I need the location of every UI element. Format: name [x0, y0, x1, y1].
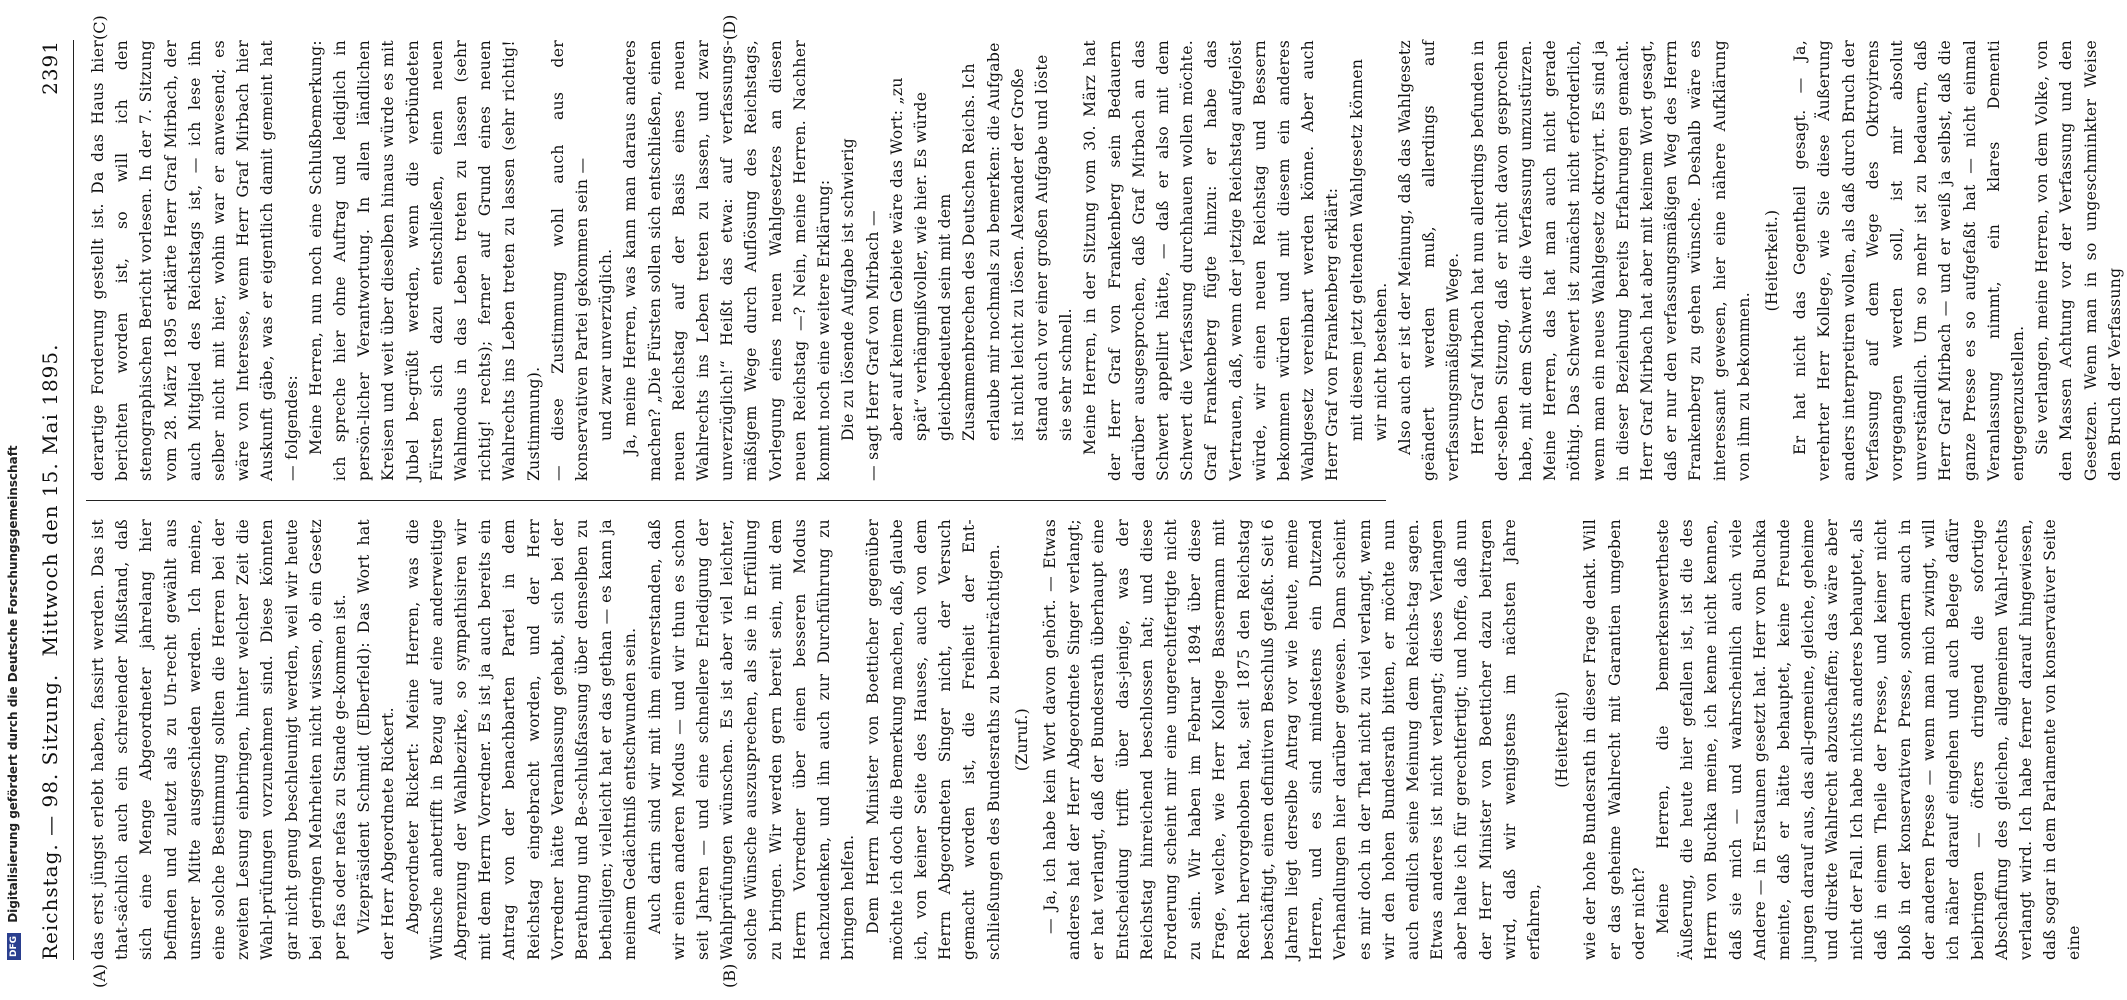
left-column-paragraph: (Zuruf.)	[1012, 707, 1031, 772]
right-column-paragraph: — sagt Herr Graf von Mirbach —	[863, 210, 882, 481]
left-column-paragraph: das erst jüngst erlebt haben, fassirt werden. Das ist that-sächlich auch ein schreiender Mißstand, daß sich eine Menge Abgeordneter jahrelang hier befinden und zuletzt als zu Un-recht gewählt aus unserer Mitte ausgeschieden werden. Ich meine, eine solche Bestimmung sollten die Herren bei der zweiten Lesung einbringen, hinter welcher Zeit die Wahl-prüfungen vorzunehmen sind. Diese könnten gar nicht genug beschleunigt werden, weil wir heute bei geringen Mehrheiten nicht wissen, ob ein Gesetz per fas oder nefas zu Stande ge-kommen ist.	[89, 519, 350, 960]
column-divider	[86, 500, 1386, 501]
right-column-paragraph: Meine Herren, nun noch eine Schlußbemerkung: ich spreche hier ohne Auftrag und lediglich in persön-licher Verantwortung. In allen ländlichen Kreisen und weit über dieselben hinaus würde es mit Jubel be-grüßt werden, wenn die verbündeten Fürsten sich dazu entschließen, einen neuen Wahlmodus in das Leben treten zu lassen (sehr richtig! rechts); ferner auf Grund eines neuen Wahlrechts ins Leben treten zu lassen (sehr richtig! Zustimmung).	[306, 40, 543, 481]
right-column-paragraph: Also auch er ist der Meinung, daß das Wahlgesetz geändert werden muß, allerdings auf verfassungsmäßigem Wege.	[1395, 40, 1463, 481]
right-column-paragraph: Die zu lösende Aufgabe ist schwierig	[839, 137, 858, 441]
right-column-paragraph: und zwar unverzüglich.	[597, 248, 616, 441]
left-column-paragraph: Abgeordneter Rickert: Meine Herren, was die Wünsche anbetrifft in Bezug auf eine anderweitige Abgrenzung der Wahlbezirke, so sympathisiren wir mit dem Herrn Vorredner. Es ist ja auch bereits ein Antrag von der benachbarten Partei in dem Reichstag eingebracht worden, und der Herr Vorredner hätte Veranlassung gehabt, sich bei der Berathung und Be-schlußfassung über denselben zu betheiligen; vielleicht hat er das gethan — es kann ja meinem Gedächtniß entschwunden sein.	[403, 519, 640, 960]
left-column-paragraph: Dem Herrn Minister von Boetticher gegenüber möchte ich doch die Bemerkung machen, daß, glaube ich, von keiner Seite des Hauses, auch von dem Herrn Abgeordneten Singer nicht, der Versuch gemacht worden ist, die Freiheit der Ent-schließungen des Bundesraths zu beeinträchtigen.	[863, 519, 1003, 960]
right-column-paragraph: Sie verlangen, meine Herren, von dem Volke, von den Massen Achtung vor der Verfassung und den Gesetzen. Wenn man in so ungeschminkter Weise den Bruch der Verfassung	[2033, 40, 2124, 481]
left-column-paragraph: Auch darin sind wir mit ihm einverstanden, daß wir einen anderen Modus — und wir thun es schon seit Jahren — und eine schnellere Erledigung der Wahlprüfungen wünschen. Es ist aber viel leichter, solche Wünsche auszusprechen, als sie in Erfüllung zu bringen. Wir werden gern bereit sein, mit dem Herrn Vorredner über einen besseren Modus nachzudenken, und ihn auch zur Durchführung zu bringen helfen.	[645, 519, 858, 960]
header-rule	[73, 40, 74, 960]
right-column-paragraph: Herr Graf Mirbach hat nun allerdings befunden in der-selben Sitzung, daß er nicht davon gesprochen habe, mit dem Schwert die Verfassung umzustürzen. Meine Herren, das hat man auch nicht gerade nöthig. Das Schwert ist zunächst nicht erforderlich, wenn man ein neues Wahlgesetz oktroyirt. Es sind ja in dieser Beziehung bereits Erfahrungen gemacht. Herr Graf Mirbach hat aber mit keinem Wort gesagt, daß er nur den verfassungsmäßigen Weg des Herrn Frankenberg zu gehen wünsche. Deshalb wäre es interessant gewesen, hier eine nähere Aufklärung von ihm zu bekommen.	[1468, 40, 1753, 481]
right-column-paragraph: mit diesem jetzt geltenden Wahlgesetz können wir nicht bestehen.	[1347, 58, 1390, 441]
right-column-paragraph: — diese Zustimmung wohl auch aus der konservativen Partei gekommen sein —	[548, 40, 592, 481]
right-column-paragraph: Er hat nicht das Gegentheil gesagt. — Ja, verehrter Herr Kollege, wie Sie diese Äußerung anders interpretiren wollen, als daß durch Bruch der Verfassung auf dem Wege des Oktroyirens vorgegangen werden soll, ist mir absolut unverständlich. Um so mehr ist zu bedauern, daß Herr Graf Mirbach — und er weiß ja selbst, daß die ganze Presse es so aufgefaßt hat — nicht einmal Veranlassung nimmt, ein klares Dementi entgegenzustellen.	[1791, 40, 2028, 481]
right-column-paragraph: derartige Forderung gestellt ist. Da das Haus hier berichten worden ist, so will ich den stenographischen Bericht vorlesen. In der 7. Sitzung vom 28. März 1895 erklärte Herr Graf Mirbach, der auch Mitglied des Reichstags ist, — ich lese ihn selber nicht mit hier, wohin war er anwesend; es wäre von Interesse, wenn Herr Graf Mirbach hier Auskunft gäbe, was er eigentlich damit gemeint hat — folgendes:	[89, 40, 301, 481]
left-column-paragraph: — Ja, ich habe kein Wort davon gehört. — Etwas anderes hat der Herr Abgeordnete Singer verlangt; er hat verlangt, daß der Bundesrath überhaupt eine Entscheidung trifft über das-jenige, was der Reichstag hinreichend beschlossen hat; und diese Forderung scheint mir eine ungerechtfertigte nicht zu sein. Wir haben im Februar 1894 über diese Frage, welche, wie Herr Kollege Bassermann mit Recht hervorgehoben hat, seit 1875 den Reichstag beschäftigt, einen definitiven Beschluß gefaßt. Seit 6 Jahren liegt derselbe Antrag vor wie heute, meine Herren, und es sind mindestens ein Dutzend Verhandlungen hier darüber gewesen. Dann scheint es mir doch in der That nicht zu viel verlangt, wenn wir den hohen Bundesrath bitten, er möchte nun auch endlich seine Meinung dem Reichs-tag sagen. Etwas anderes ist nicht verlangt; dieses Verlangen aber halte ich für gerechtfertigt; und hoffe, daß nun der Herr Minister von Boetticher dazu beitragen wird, daß wir wenigstens im nächsten Jahre erfahren,	[1040, 519, 1543, 960]
right-column-paragraph: aber auf keinem Gebiete wäre das Wort: „zu spät“ verhängnißvoller, wie hier. Es würde gleichbedeutend sein mit dem Zusammenbrechen des Deutschen Reichs. Ich erlaube mir nochmals zu bemerken: die Aufgabe ist nicht leicht zu lösen. Alexander der Große stand auch vor einer großen Aufgabe und löste sie sehr schnell.	[887, 42, 1076, 441]
left-column	[86, 519, 2084, 960]
left-column-paragraph: Meine Herren, die bemerkenswertheste Äußerung, die heute hier gefallen ist, ist die des Herrn von Buchka meine, ich kenne nicht kennen, daß sie mich — und wahrscheinlich auch viele Andere — in Erstaunen gesetzt hat. Herr von Buchka meinte, daß er hätte behauptet, keine Freunde jungen darauf aus, das all-gemeine, gleiche, geheime und direkte Wahlrecht abzuschaffen; das wäre aber nicht der Fall. Ich habe nichts anderes behauptet, als daß in einem Theile der Presse, und keiner nicht bloß in der konservativen Presse, sondern auch in der anderen Presse — wenn man mich zwingt, will ich näher darauf eingehen und auch Belege dafür beibringen — öfters dringend die sofortige Abschaffung des gleichen, allgemeinen Wahl-rechts verlangt wird. Ich habe ferner darauf hingewiesen, daß sogar in dem Parlamente von konservativer Seite eine	[1654, 519, 2084, 960]
margin-marker-a: (A)	[90, 963, 109, 988]
digitization-credit	[0, 0, 26, 1000]
margin-marker-b: (B)	[720, 963, 739, 988]
right-column-paragraph: Ja, meine Herren, was kann man daraus anderes machen? „Die Fürsten sollen sich entschließen, einen neuen Reichstag auf der Basis eines neuen Wahlrechts ins Leben treten zu lassen, und zwar unverzüglich!“ Heißt das etwa: auf verfassungs-mäßigem Wege durch Auflösung des Reichstags, Vorlegung eines neuen Wahlgesetzes an diesen neuen Reichstag —? Nein, meine Herren. Nachher kommt noch eine weitere Erklärung:	[621, 40, 834, 481]
header-publication: Reichstag. — 98. Sitzung.	[38, 673, 62, 960]
margin-marker-d: (D)	[720, 14, 739, 40]
header-page-number: 2391	[38, 40, 62, 95]
margin-marker-c: (C)	[90, 15, 109, 40]
digitization-credit-text: Digitalisierung gefördert durch die Deutsche Forschungsgemeinschaft	[6, 445, 20, 923]
left-column-paragraph: wie der hohe Bundesrath in dieser Frage denkt. Will er das geheime Wahlrecht mit Garantien umgeben oder nicht?	[1581, 519, 1648, 960]
left-column-paragraph: Vizepräsident Schmidt (Elberfeld): Das Wort hat der Herr Abgeordnete Rickert.	[355, 519, 398, 960]
right-column	[86, 40, 2124, 481]
dfg-logo: DFG	[7, 933, 21, 960]
right-column-paragraph: (Heiterkeit.)	[1763, 209, 1782, 312]
page-header	[30, 40, 70, 960]
left-column-paragraph: (Heiterkeit)	[1553, 691, 1572, 788]
right-column-paragraph: Meine Herren, in der Sitzung vom 30. März hat der Herr Graf von Frankenberg sein Bedauern darüber ausgesprochen, daß Graf Mirbach an das Schwert appellirt hätte, — daß er also mit dem Schwert die Verfassung durchhauen wollen möchte. Graf Frankenberg fügte hinzu: er habe das Vertrauen, daß, wenn der jetzige Reichstag aufgelöst würde, wir einen neuen Reichstag und Bessern bekommen würden und mit diesem ein anderes Wahlgesetz vereinbart werden könne. Aber auch Herr Graf von Frankenberg erklärt:	[1081, 40, 1342, 481]
header-date: Mittwoch den 15. Mai 1895.	[38, 343, 62, 657]
